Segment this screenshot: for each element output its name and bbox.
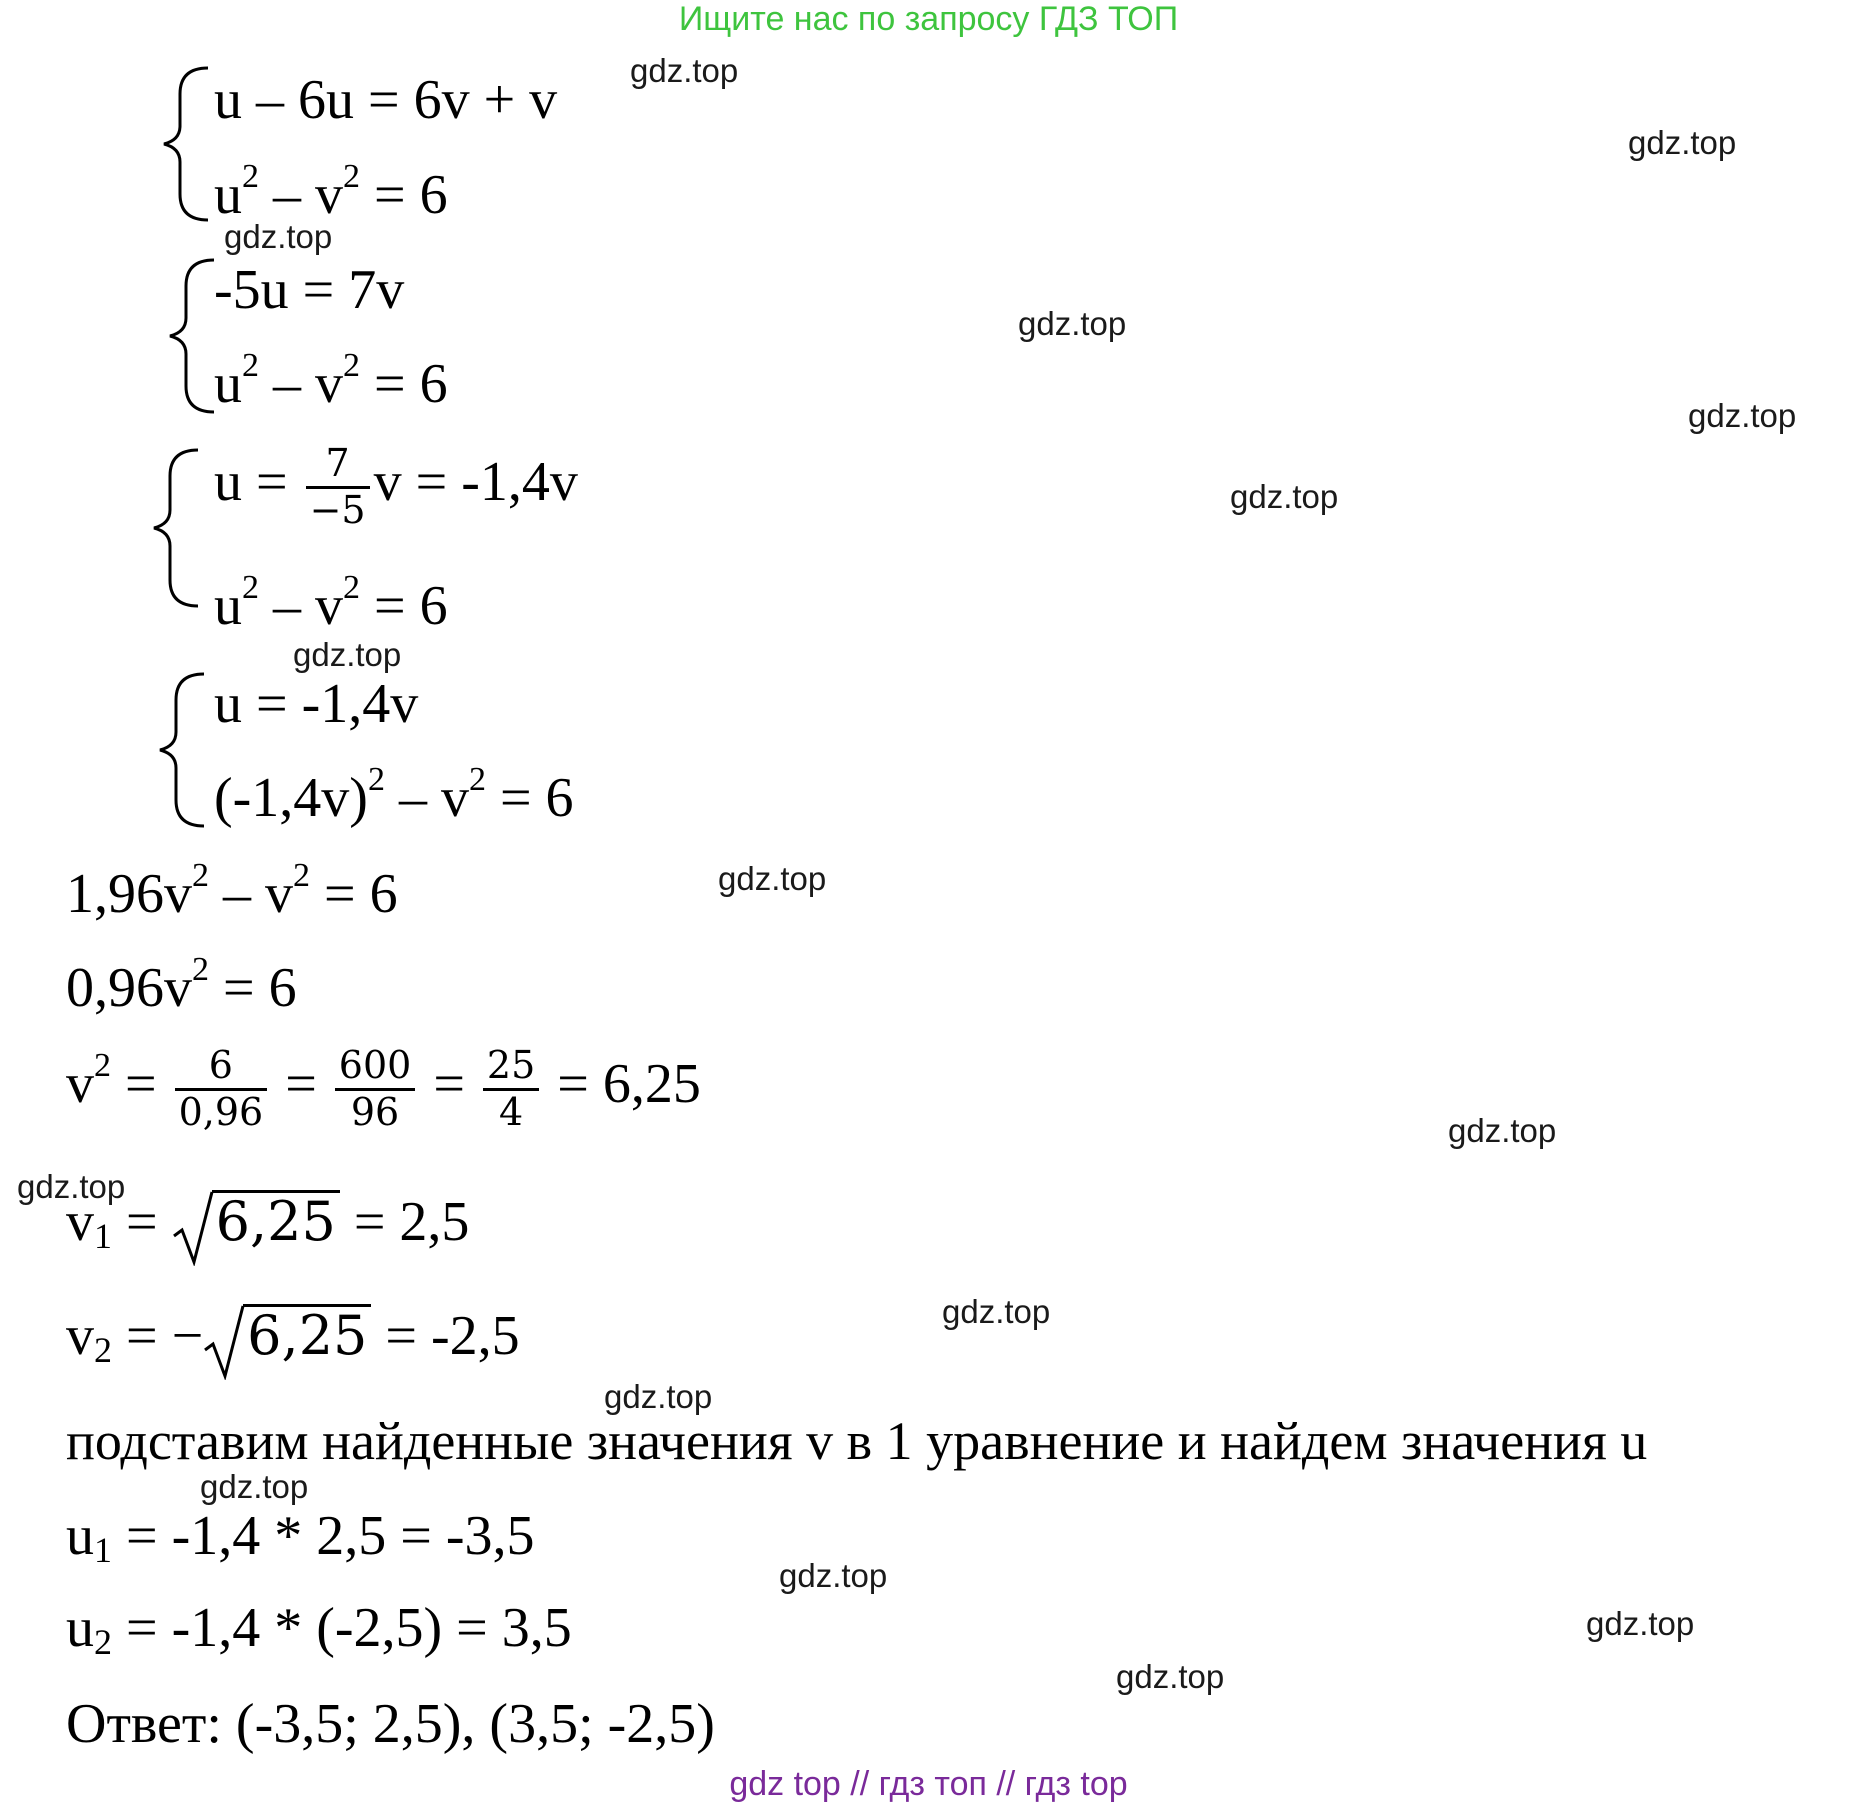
bottom-banner: gdz top // гдз топ // гдз top	[729, 1765, 1128, 1803]
system-brace	[158, 64, 218, 224]
watermark: gdz.top	[779, 1557, 888, 1594]
equation-line: $u_2 = -1,4 * (-2,5) = 3,5$	[66, 1597, 572, 1662]
equation-line: $0,96v^2 = 6$	[66, 951, 297, 1019]
system1-eq2: $u^2 - v^2 = 6$	[214, 158, 448, 226]
answer-line: Ответ: (-3,5; 2,5), (3,5; -2,5)	[66, 1693, 715, 1755]
equation-line: $v_1$ = 6,25 = 2,5	[66, 1190, 469, 1250]
square-root: 6,25	[172, 1190, 340, 1249]
instruction-text: подставим найденные значения v в 1 уравнение и найдем значения u	[66, 1411, 1648, 1471]
watermark: gdz.top	[630, 52, 739, 89]
equation-line: $v_2$ = − 6,25 = -2,5	[66, 1304, 520, 1364]
fraction: $\frac{6}{0,96}$	[175, 1044, 268, 1134]
watermark: gdz.top	[1230, 478, 1339, 515]
system2-eq2: $u^2 - v^2 = 6$	[214, 347, 448, 415]
system4-eq2: $(-1,4v)^2 - v^2 = 6$	[214, 761, 574, 829]
watermark: gdz.top	[604, 1378, 713, 1415]
square-root: 6,25	[203, 1304, 371, 1363]
system1-eq1: u – 6u = 6v + v	[214, 69, 558, 131]
watermark: gdz.top	[718, 860, 827, 897]
system-brace	[148, 446, 208, 610]
fraction: $\frac{7}{-5}$	[306, 442, 370, 532]
system3-eq1: u = $\frac{7}{-5}$ v = -1,4v	[214, 441, 578, 532]
watermark: gdz.top	[1448, 1112, 1557, 1149]
watermark: gdz.top	[200, 1468, 309, 1505]
equation-line: $v^2$ = $\frac{6}{0,96}$ = $\frac{600}{96}$ = $\frac{25}{4}$ = 6,25	[66, 1043, 701, 1134]
watermark: gdz.top	[1018, 305, 1127, 342]
system2-eq1: -5u = 7v	[214, 259, 405, 321]
equation-line: $1,96v^2 - v^2 = 6$	[66, 857, 398, 925]
watermark: gdz.top	[1586, 1605, 1695, 1642]
fraction: $\frac{600}{96}$	[335, 1044, 416, 1134]
watermark: gdz.top	[17, 1168, 126, 1205]
top-banner: Ищите нас по запросу ГДЗ ТОП	[678, 0, 1179, 38]
fraction: $\frac{25}{4}$	[483, 1044, 539, 1134]
system4-eq1: u = -1,4v	[214, 673, 419, 735]
system-brace	[154, 670, 214, 830]
watermark: gdz.top	[1116, 1658, 1225, 1695]
watermark: gdz.top	[1688, 397, 1797, 434]
watermark: gdz.top	[942, 1293, 1051, 1330]
watermark: gdz.top	[1628, 124, 1737, 161]
equation-line: $u_1 = -1,4 * 2,5 = -3,5$	[66, 1505, 535, 1570]
system3-eq2: $u^2 - v^2 = 6$	[214, 569, 448, 637]
watermark: gdz.top	[293, 636, 402, 673]
watermark: gdz.top	[224, 218, 333, 255]
